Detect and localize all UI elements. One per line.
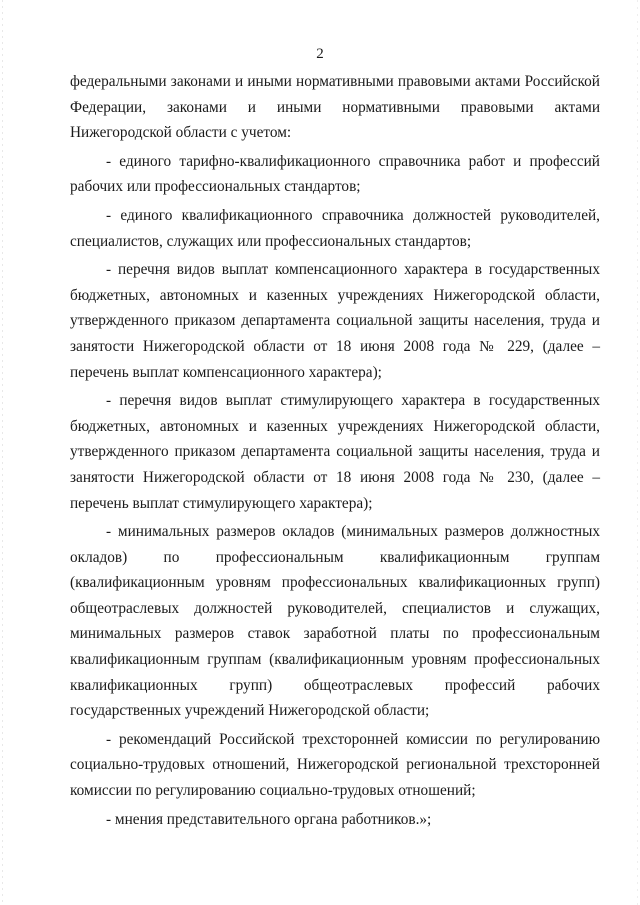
paragraph-tariff-handbook: - единого тарифно-квалификационного справочника работ и профессий рабочих или профессиональных стандартов; xyxy=(70,152,600,196)
scan-edge-left xyxy=(2,0,3,905)
scan-edge-right xyxy=(637,0,638,905)
page-number: 2 xyxy=(316,46,324,62)
paragraph-incentive-list: - перечня видов выплат стимулирующего характера в государственных бюджетных, автономных и казенных учреждениях Нижегородской области, утвержденного приказом департамента социальной защиты населения, труда и занятости Нижегородской области от 18 июня 2008 года № 230, (далее – перечень выплат стимулирующего характера); xyxy=(70,392,600,512)
paragraph-intro: федеральными законами и иными нормативными правовыми актами Российской Федерации, законами и иными нормативными правовыми актами Нижегородской области с учетом: xyxy=(70,73,600,142)
paragraph-compensation-list: - перечня видов выплат компенсационного характера в государственных бюджетных, автономных и казенных учреждениях Нижегородской области, утвержденного приказом департамента социальной защиты населения, труда и занятости Нижегородской области от 18 июня 2008 года № 229, (далее – перечень выплат компенсационного характера); xyxy=(70,261,600,381)
paragraph-workers-representative: - мнения представительного органа работников.»; xyxy=(106,810,432,828)
paragraph-qualification-handbook: - единого квалификационного справочника должностей руководителей, специалистов, служащих или профессиональных стандартов; xyxy=(70,206,600,250)
document-body xyxy=(70,69,600,835)
paragraph-minimum-salaries: - минимальных размеров окладов (минимальных размеров должностных окладов) по профессиональным квалификационным группам (квалификационным уровням профессиональных квалификационных групп) общеотраслевых должностей руководителей, специалистов и служащих, минимальных размеров ставок заработной платы по профессиональным квалификационным группам (квалификационным уровням профессиональных квалификационных групп) общеотраслевых профессий рабочих государственных учреждений Нижегородской области; xyxy=(70,523,600,720)
paragraph-tripartite-commission: - рекомендаций Российской трехсторонней комиссии по регулированию социально-трудовых отношений, Нижегородской региональной трехсторонней комиссии по регулированию социально-трудовых отношений; xyxy=(70,730,600,800)
